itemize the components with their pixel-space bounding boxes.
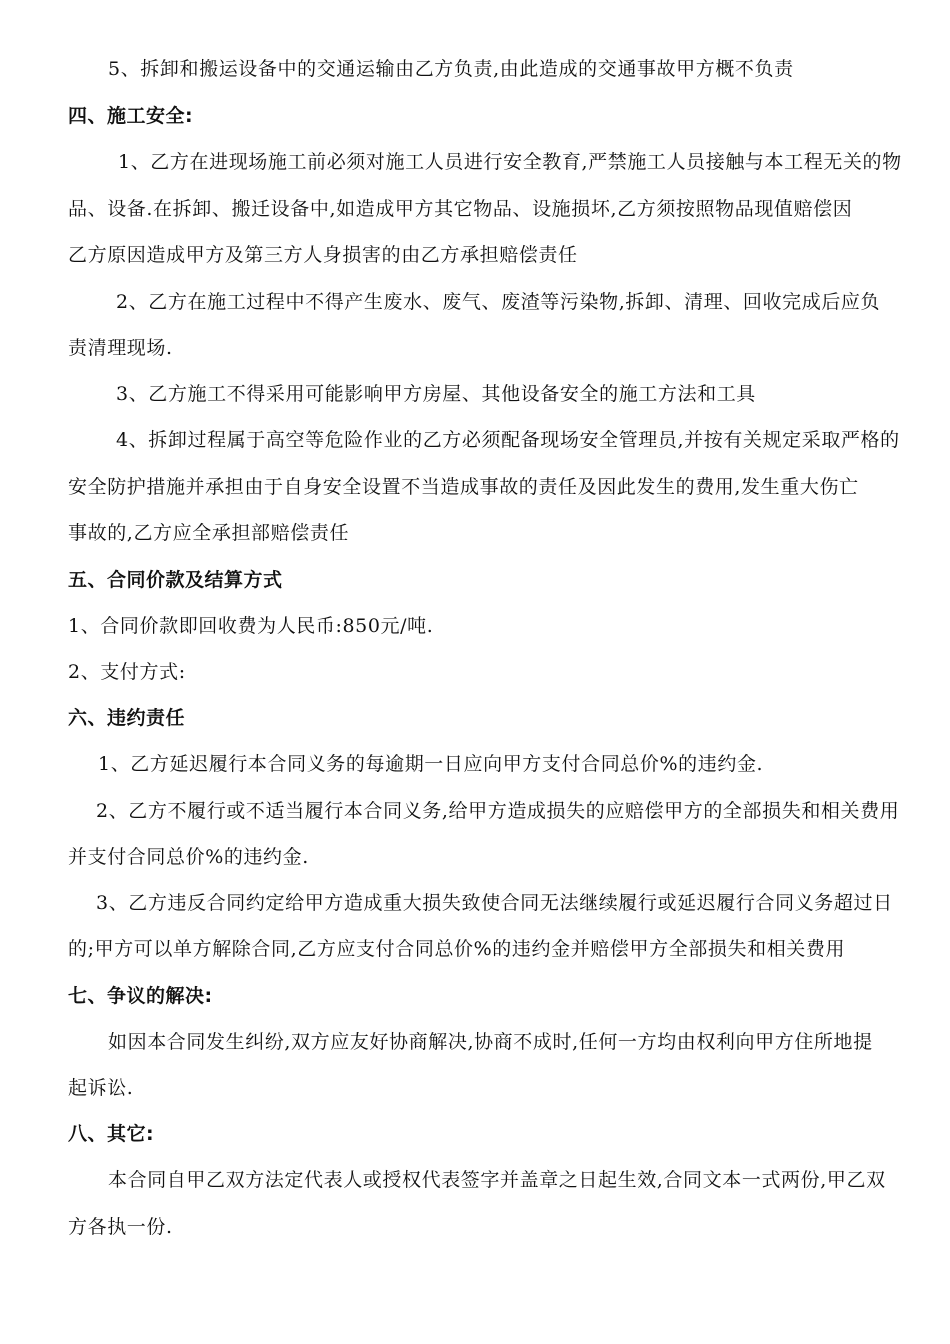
safety-clause-1-line-2: 品、设备.在拆卸、搬迁设备中,如造成甲方其它物品、设施损坏,乙方须按照物品现值赔偿因 bbox=[68, 198, 853, 220]
safety-clause-4-line-1: 4、拆卸过程属于高空等危险作业的乙方必须配备现场安全管理员,并按有关规定采取严格的 bbox=[116, 429, 900, 451]
dispute-clause-line-1: 如因本合同发生纠纷,双方应友好协商解决,协商不成时,任何一方均由权利向甲方住所地提 bbox=[108, 1031, 873, 1053]
heading-liability-breach: 六、违约责任 bbox=[68, 707, 186, 729]
safety-clause-2-line-2: 责清理现场. bbox=[68, 337, 173, 359]
breach-clause-3-line-2: 的;甲方可以单方解除合同,乙方应支付合同总价%的违约金并赔偿甲方全部损失和相关费用 bbox=[68, 938, 846, 960]
breach-clause-1: 1、乙方延迟履行本合同义务的每逾期一日应向甲方支付合同总价%的违约金. bbox=[98, 753, 764, 775]
other-clause-line-1: 本合同自甲乙双方法定代表人或授权代表签字并盖章之日起生效,合同文本一式两份,甲乙双 bbox=[108, 1169, 886, 1191]
price-clause-1: 1、合同价款即回收费为人民币:850元/吨. bbox=[68, 615, 434, 637]
safety-clause-2-line-1: 2、乙方在施工过程中不得产生废水、废气、废渣等污染物,拆卸、清理、回收完成后应负 bbox=[116, 291, 881, 313]
safety-clause-4-line-2: 安全防护措施并承担由于自身安全设置不当造成事故的责任及因此发生的费用,发生重大伤亡 bbox=[68, 476, 859, 498]
breach-clause-3-line-1: 3、乙方违反合同约定给甲方造成重大损失致使合同无法继续履行或延迟履行合同义务超过日 bbox=[96, 892, 893, 914]
heading-other: 八、其它: bbox=[68, 1123, 155, 1145]
safety-clause-1-line-3: 乙方原因造成甲方及第三方人身损害的由乙方承担赔偿责任 bbox=[68, 244, 578, 266]
dispute-clause-line-2: 起诉讼. bbox=[68, 1077, 134, 1099]
heading-construction-safety: 四、施工安全: bbox=[68, 105, 194, 127]
breach-clause-2-line-2: 并支付合同总价%的违约金. bbox=[68, 846, 309, 868]
heading-price-settlement: 五、合同价款及结算方式 bbox=[68, 569, 283, 591]
heading-dispute-resolution: 七、争议的解决: bbox=[68, 985, 213, 1007]
other-clause-line-2: 方各执一份. bbox=[68, 1216, 173, 1238]
safety-clause-1-line-1: 1、乙方在进现场施工前必须对施工人员进行安全教育,严禁施工人员接触与本工程无关的物 bbox=[118, 151, 902, 173]
safety-clause-3: 3、乙方施工不得采用可能影响甲方房屋、其他设备安全的施工方法和工具 bbox=[116, 383, 756, 405]
clause-transport: 5、拆卸和搬运设备中的交通运输由乙方负责,由此造成的交通事故甲方概不负责 bbox=[108, 58, 794, 80]
breach-clause-2-line-1: 2、乙方不履行或不适当履行本合同义务,给甲方造成损失的应赔偿甲方的全部损失和相关费用 bbox=[96, 800, 900, 822]
price-clause-2: 2、支付方式: bbox=[68, 661, 186, 683]
safety-clause-4-line-3: 事故的,乙方应全承担部赔偿责任 bbox=[68, 522, 350, 544]
